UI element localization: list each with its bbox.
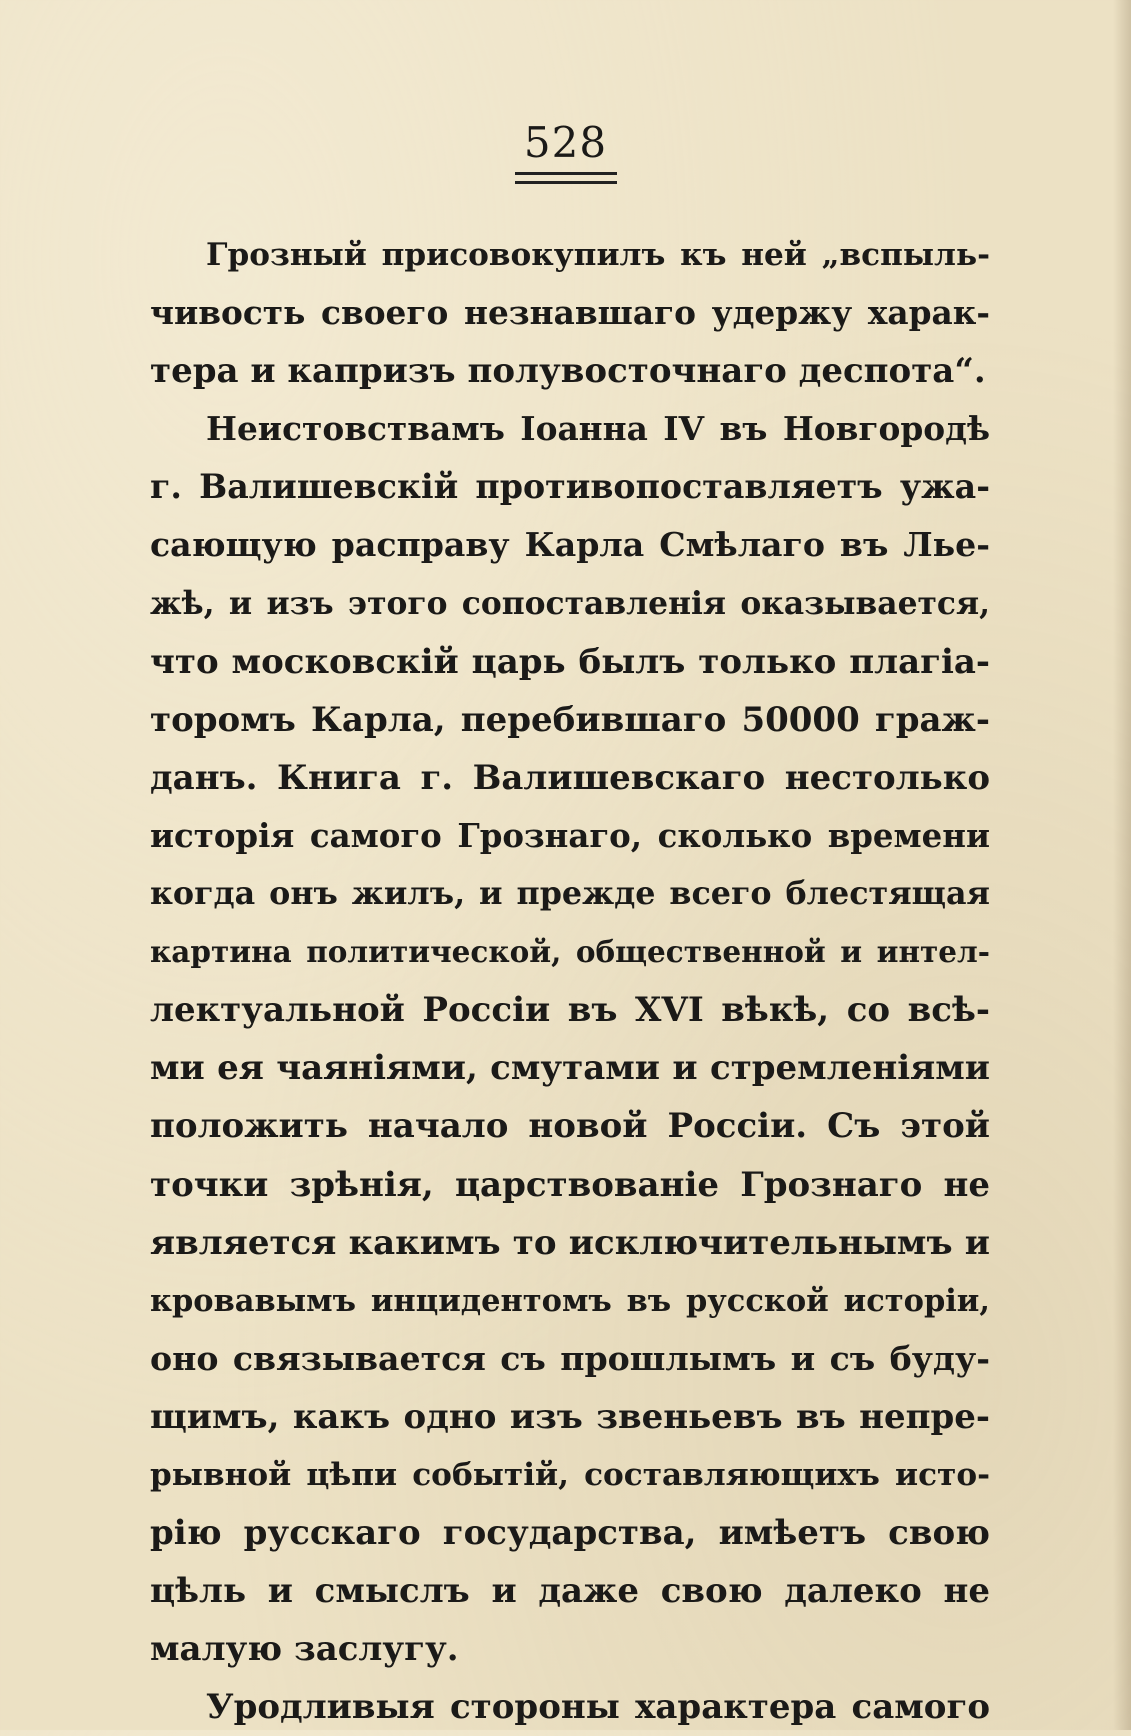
text-line: кровавымъ инцидентомъ въ русской исторіи, (150, 1282, 990, 1319)
text-line: что московскій царь былъ только плагіа- (150, 641, 990, 682)
page-edge-shadow (1113, 0, 1131, 1730)
text-line: когда онъ жилъ, и прежде всего блестящая (150, 875, 990, 913)
text-line: торомъ Карла, перебившаго 50000 граж- (150, 699, 990, 740)
body-text (150, 226, 990, 1736)
text-line: положить начало новой Россіи. Съ этой (150, 1106, 990, 1147)
text-line: малую заслугу. (150, 1629, 459, 1670)
text-line: рывной цѣпи событій, составляющихъ исто- (150, 1456, 990, 1493)
header-rule-bottom (515, 181, 617, 184)
text-line: чивость своего незнавшаго удержу харак- (150, 293, 990, 333)
text-line: сающую расправу Карла Смѣлаго въ Лье- (150, 525, 990, 565)
text-line: данъ. Книга г. Валишевскаго нестолько (150, 757, 990, 798)
text-line: исторія самого Грознаго, сколько времени (150, 816, 990, 855)
text-line: оно связывается съ прошлымъ и съ буду- (150, 1338, 990, 1378)
text-line: г. Валишевскій противопоставляетъ ужа- (150, 467, 990, 507)
page-number: 528 (523, 118, 608, 167)
text-line: точки зрѣнія, царствованіе Грознаго не (150, 1164, 990, 1205)
text-line: щимъ, какъ одно изъ звеньевъ въ непре- (150, 1396, 990, 1437)
text-line: является какимъ то исключительнымъ и (150, 1222, 990, 1263)
text-line: цѣль и смыслъ и даже свою далеко не (150, 1571, 990, 1612)
text-line: Грозный присовокупилъ къ ней „вспыль- (206, 237, 990, 273)
header-rule-top (515, 172, 617, 175)
text-line: тера и капризъ полувосточнаго деспота“. (150, 351, 986, 392)
text-line: лектуальной Россіи въ XVI вѣкѣ, со всѣ- (150, 990, 990, 1031)
text-line: Неистовствамъ Іоанна IV въ Новгородѣ (206, 409, 990, 449)
text-line: жѣ, и изъ этого сопоставленія оказывается, (150, 585, 990, 622)
text-line: Уродливыя стороны характера самого (206, 1687, 990, 1728)
text-line: ми ея чаяніями, смутами и стремленіями (150, 1048, 990, 1089)
text-line: картина политической, общественной и интел- (150, 934, 990, 970)
text-line: рію русскаго государства, имѣетъ свою (150, 1513, 990, 1554)
